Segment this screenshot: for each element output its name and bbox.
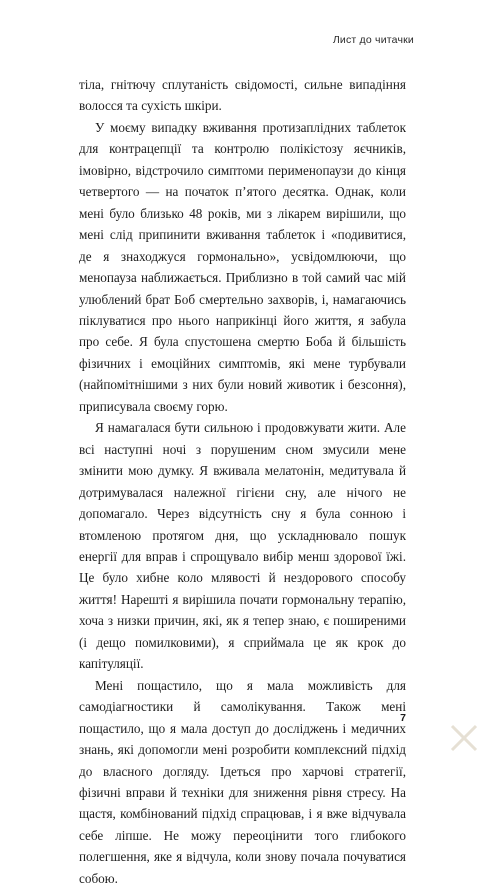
paragraph: У моєму випадку вживання протизаплідних таблеток для контрацепції та контролю полікістозу яєчників, імовірно, відстрочило симптоми перименопаузи до кінця четвертого — на початок п’ятого десятка. Однак, коли мені було близько 48 років, ми з лікарем вирішили, що мені слід припинити вживання таблеток і «подивитися, де я знаходжуся гормонально», усвідомлюючи, що менопауза наближається. Приблизно в той самий час мій улюблений брат Боб смертельно захворів, і, намагаючись піклуватися про нього наприкінці його життя, я забула про себе. Я була спустошена смертю Боба й більшість фізичних і емоційних симптомів, які мене турбували (найпомітнішими з них були новий животик і безсоння), приписувала своєму горю. [79, 119, 406, 414]
running-head: Лист до читачки [332, 34, 414, 46]
page-number: 7 [400, 712, 406, 724]
paragraph: Мені пощастило, що я мала можливість для самодіагностики й самолікування. Також мені пощастило, що я мала доступ до досліджень і медичних знань, які допомогли мені розробити комплексний підхід до власного догляду. Ідеться про харчові стратегії, фізичні вправи й техніки для зниження рівня стресу. На щастя, комбінований підхід спрацював, і я вже відчувала себе ліпше. Не можу переоцінити того глибокого полегшення, яке я відчула, коли знову почала почуватися собою. [79, 677, 406, 886]
publisher-logo-icon [444, 716, 484, 756]
body-text [79, 74, 406, 889]
paragraph: Я намагалася бути сильною і продовжувати жити. Але всі наступні ночі з порушеним сном змусили мене змінити мою думку. Я вживала мелатонін, медитувала й дотримувалася належної гігієни сну, але нічого не допомагало. Через відсутність сну я була сонною і втомленою протягом дня, що ускладнювало пошук енергії для вправ і спрощувало вибір менш здорової їжі. Це було хибне коло млявості й нездорового способу життя! Нарешті я вирішила почати гормональну терапію, хоча з низки причин, які, як я тепер знаю, є поширеними (і дещо помилковими), я сприймала це як крок до капітуляції. [79, 420, 406, 672]
paragraph-continuation: тіла, гнітючу сплутаність свідомості, сильне випадіння волосся та сухість шкіри. [79, 77, 406, 114]
